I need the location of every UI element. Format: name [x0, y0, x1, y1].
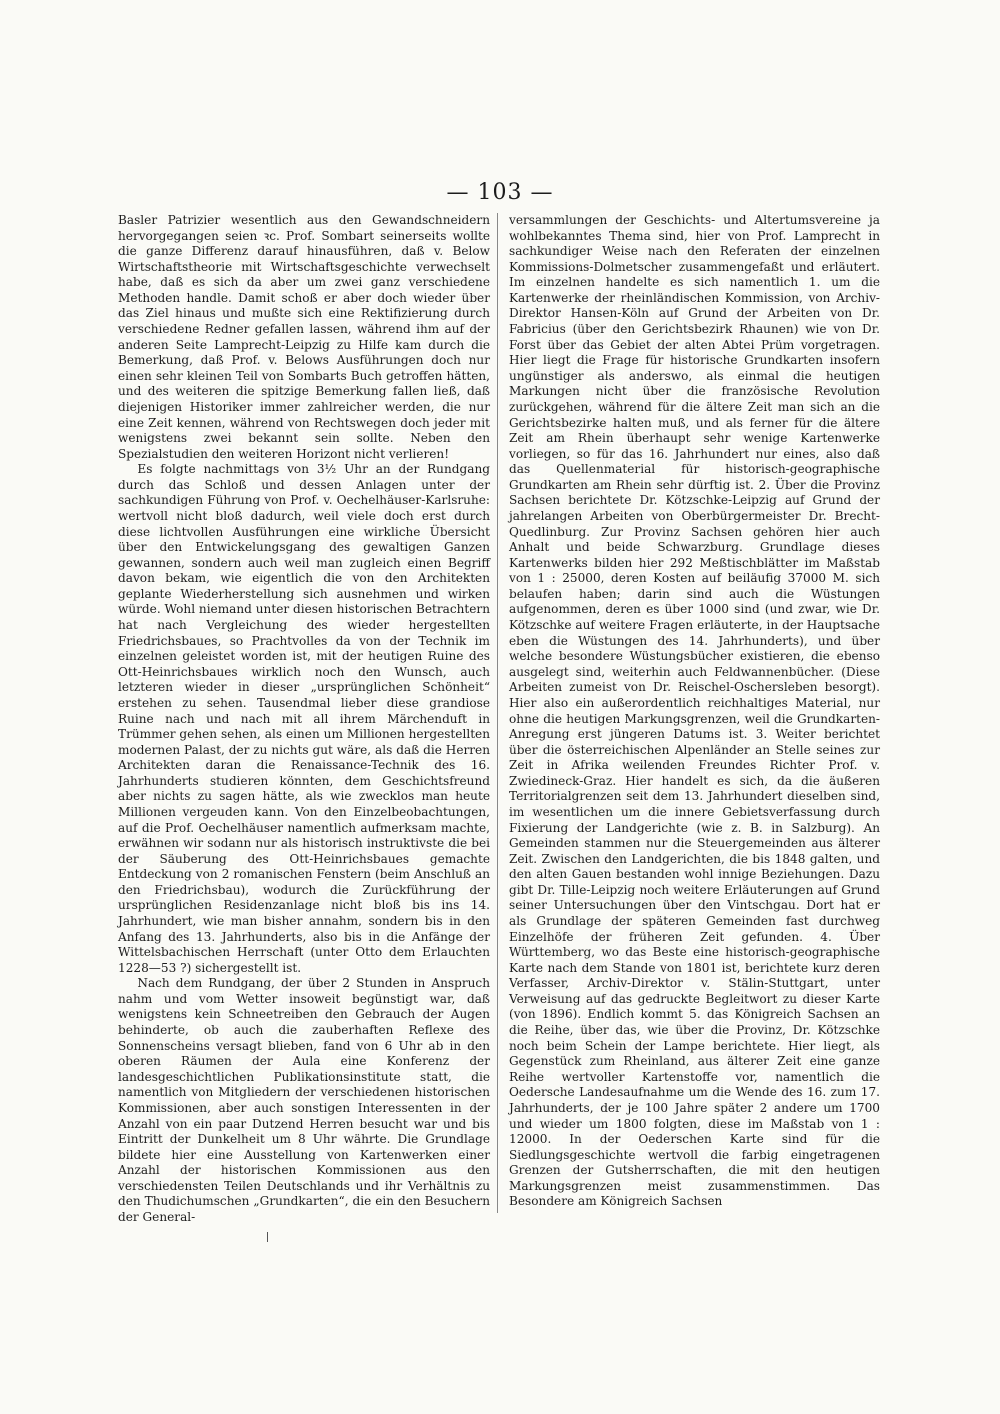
column-divider [497, 213, 498, 1213]
page-number: — 103 — [446, 180, 554, 205]
right-column [509, 213, 880, 1210]
left-paragraph-3: Nach dem Rundgang, der über 2 Stunden in Anspruch nahm und vom Wetter insoweit begünstigt war, daß wenigstens kein Schneetreiben den Gebrauch der Augen behinderte, ob auch die zauberhaften Reflexe des Sonnenscheins versagt blieben, fand von 6 Uhr ab in den oberen Räumen der Aula eine Konferenz der landesgeschichtlichen Publikationsinstitute statt, die namentlich von Mitgliedern der verschiedenen historischen Kommissionen, aber auch sonstigen Interessenten in der Anzahl von ein paar Dutzend Herren besucht war und bis Eintritt der Dunkelheit um 8 Uhr währte. Die Grundlage bildete hier eine Ausstellung von Kartenwerken einer Anzahl der historischen Kommissionen aus den verschiedensten Teilen Deutschlands und ihr Verhältnis zu den Thudichumschen „Grundkarten“, die ein den Besuchern der General- [118, 976, 490, 1224]
left-paragraph-1: Basler Patrizier wesentlich aus den Gewandschneidern hervorgegangen seien ꝛc. Prof. Sombart seinerseits wollte die ganze Differenz darauf hinausführen, daß v. Below Wirtschaftstheorie mit Wirtschaftsgeschichte verwechselt habe, daß es sich da aber um zwei ganz verschiedene Methoden handle. Damit schoß er aber doch wieder über das Ziel hinaus und mußte sich eine Rektifizierung durch verschiedene Redner gefallen lassen, während ihm auf der anderen Seite Lamprecht-Leipzig zu Hilfe kam durch die Bemerkung, daß Prof. v. Belows Ausführungen doch nur einen sehr kleinen Teil von Sombarts Buch getroffen hätten, und des weiteren die spitzige Bemerkung fallen ließ, daß diejenigen Historiker immer zahlreicher werden, die nur eine Zeit kennen, während von Rechtswegen doch jeder mit wenigstens zwei bekannt sein sollte. Neben den Spezialstudien den weiteren Horizont nicht verlieren! [118, 213, 490, 461]
left-column [118, 213, 490, 1226]
right-paragraph-1: versammlungen der Geschichts- und Altertumsvereine ja wohlbekanntes Thema sind, hier von Prof. Lamprecht in sachkundiger Weise nach den Referaten der einzelnen Kommissions-Dolmetscher zusammengefaßt und erläutert. Im einzelnen handelte es sich namentlich 1. um die Kartenwerke der rheinländischen Kommission, von Archiv-Direktor Hansen-Köln auf Grund der Arbeiten von Dr. Fabricius (über den Gerichtsbezirk Rhaunen) wie von Dr. Forst über das Gebiet der alten Abtei Prüm vorgetragen. Hier liegt die Frage für historische Grundkarten insofern ungünstiger als anderswo, als einmal die heutigen Markungen nicht über die französische Revolution zurückgehen, während für die ältere Zeit man sich an die Gerichtsbezirke halten muß, und als ferner für die ältere Zeit am Rhein überhaupt sehr wenige Kartenwerke vorliegen, so für das 16. Jahrhundert nur eines, also daß das Quellenmaterial für historisch-geographische Grundkarten am Rhein sehr dürftig ist. 2. Über die Provinz Sachsen berichtete Dr. Kötzschke-Leipzig auf Grund der jahrelangen Arbeiten von Oberbürgermeister Dr. Brecht-Quedlinburg. Zur Provinz Sachsen gehören hier auch Anhalt und beide Schwarzburg. Grundlage dieses Kartenwerks bilden hier 292 Meßtischblätter im Maßstab von 1 : 25000, deren Kosten auf beiläufig 37000 M. sich belaufen haben; darin sind auch die Wüstungen aufgenommen, deren es über 1000 sind (und zwar, wie Dr. Kötzschke auf weitere Fragen erläuterte, in der Hauptsache eben die Wüstungen des 14. Jahrhunderts), und über welche besondere Wüstungsbücher existieren, die ebenso ausgelegt sind, weiterhin auch Feldwannenbücher. (Diese Arbeiten zumeist von Dr. Reischel-Oschersleben besorgt). Hier also ein außerordentlich reichhaltiges Material, nur ohne die heutigen Markungsgrenzen, weil die Grundkarten-Anregung erst jüngeren Datums ist. 3. Weiter berichtet über die österreichischen Alpenländer an Stelle seines zur Zeit in Afrika weilenden Freundes Richter Prof. v. Zwiedineck-Graz. Hier handelt es sich, da die äußeren Territorialgrenzen seit dem 13. Jahrhundert dieselben sind, im wesentlichen um die innere Gebietsverfassung durch Fixierung der Landgerichte (wie z. B. in Salzburg). An Gemeinden stammen nur die Steuergemeinden aus älterer Zeit. Zwischen den Landgerichten, die bis 1848 galten, und den alten Gauen bestanden wohl innige Beziehungen. Dazu gibt Dr. Tille-Leipzig noch weitere Erläuterungen auf Grund seiner Untersuchungen über den Vintschgau. Dort hat er als Grundlage der späteren Gemeinden fast durchweg Einzelhöfe der früheren Zeit gefunden. 4. Über Württemberg, wo das Beste eine historisch-geographische Karte nach dem Stande von 1801 ist, berichtete kurz deren Verfasser, Archiv-Direktor v. Stälin-Stuttgart, unter Verweisung auf das gedruckte Begleitwort zu dieser Karte (von 1896). Endlich kommt 5. das Königreich Sachsen an die Reihe, über das, wie über die Provinz, Dr. Kötzschke noch beim Schein der Lampe berichtete. Hier liegt, als Gegenstück zum Rheinland, aus älterer Zeit eine ganze Reihe wertvoller Kartenstoffe vor, namentlich die Oedersche Landesaufnahme um die Wende des 16. zum 17. Jahrhunderts, der je 100 Jahre später 2 andere um 1700 und wieder um 1800 folgten, diese im Maßstab von 1 : 12000. In der Oederschen Karte sind für die Siedlungsgeschichte wertvoll die farbig eingetragenen Grenzen der Gutsherrschaften, die mit den heutigen Markungsgrenzen meist zusammenstimmen. Das Besondere am Königreich Sachsen [509, 213, 880, 1209]
left-paragraph-2: Es folgte nachmittags von 3½ Uhr an der Rundgang durch das Schloß und dessen Anlagen unter der sachkundigen Führung von Prof. v. Oechelhäuser-Karlsruhe: wertvoll nicht bloß dadurch, weil viele doch erst durch diese lichtvollen Ausführungen eine wirkliche Übersicht über den Entwickelungsgang des gewaltigen Ganzen gewannen, sondern auch weil man zugleich einen Begriff davon bekam, wie eigentlich die von den Architekten geplante Wiederherstellung sich ausnehmen und wirken würde. Wohl niemand unter diesen historischen Betrachtern hat nach Vergleichung des wieder hergestellten Friedrichsbaues, so Prachtvolles da von der Technik im einzelnen geleistet worden ist, mit der heutigen Ruine des Ott-Heinrichsbaues wirklich noch den Wunsch, auch letzteren wieder in dieser „ursprünglichen Schönheit“ erstehen zu sehen. Tausendmal lieber diese grandiose Ruine nach und nach mit all ihrem Märchenduft in Trümmer gehen sehen, als einen um Millionen hergestellten modernen Palast, der zu nichts gut wäre, als daß die Herren Architekten daran die Renaissance-Technik des 16. Jahrhunderts studieren könnten, dem Geschichtsfreund aber nichts zu sagen hätte, als wie zwecklos man heute Millionen vergeuden kann. Von den Einzelbeobachtungen, auf die Prof. Oechelhäuser namentlich aufmerksam machte, erwähnen wir sodann nur als historisch instruktivste die bei der Säuberung des Ott-Heinrichsbaues gemachte Entdeckung von 2 romanischen Fenstern (beim Anschluß an den Friedrichsbau), wodurch die Zurückführung der ursprünglichen Residenzanlage nicht bloß bis ins 14. Jahrhundert, wie man bisher annahm, sondern bis in den Anfang des 13. Jahrhunderts, also bis in die Anfänge der Wittelsbachischen Herrschaft (unter Otto dem Erlauchten 1228—53 ?) sichergestellt ist. [118, 462, 491, 975]
print-mark [267, 1232, 268, 1242]
